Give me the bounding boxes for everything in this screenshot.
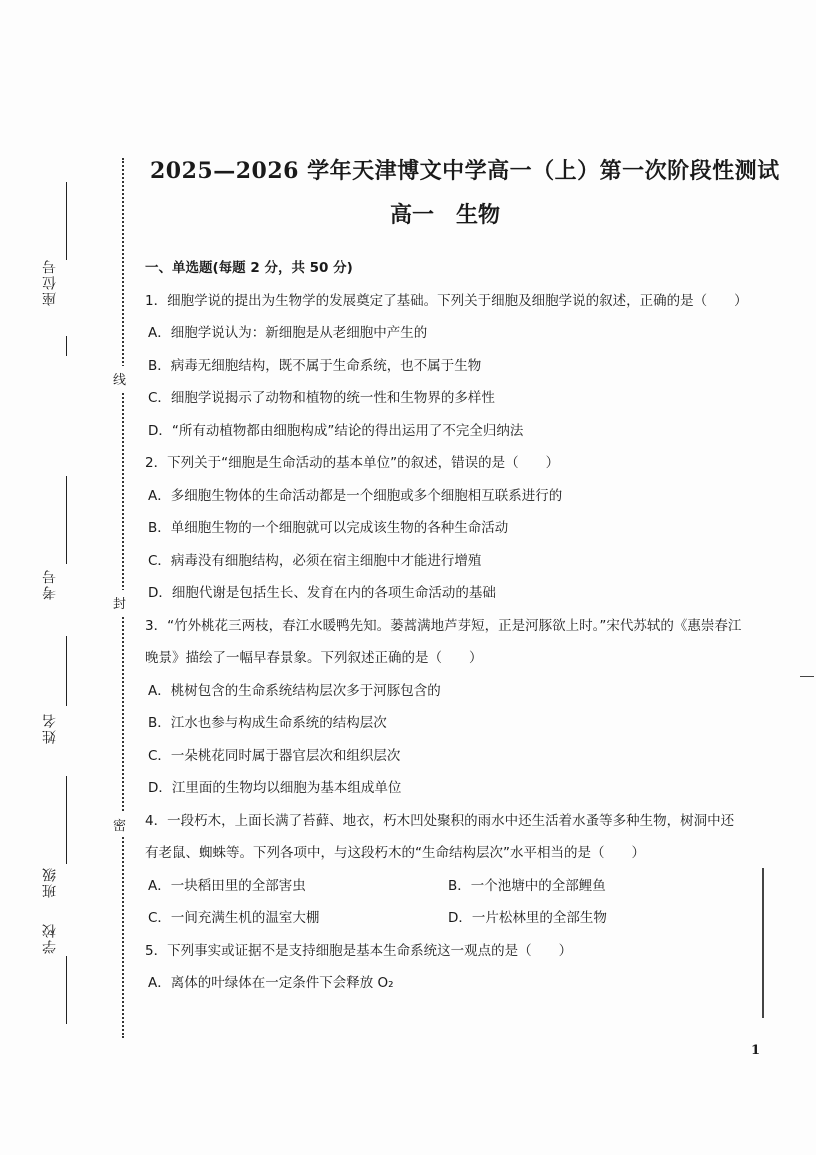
option-a: A．桃树包含的生命系统结构层次多于河豚包含的 <box>148 682 441 699</box>
exam-subtitle: 高一 生物 <box>389 202 500 228</box>
option-c: C．病毒没有细胞结构，必须在宿主细胞中才能进行增殖 <box>148 552 482 569</box>
seat-label: 座位号 <box>42 258 58 306</box>
page-number: 1 <box>750 1043 760 1058</box>
option-b: B．病毒无细胞结构，既不属于生命系统，也不属于生物 <box>148 357 482 374</box>
option-c: C．一朵桃花同时属于器官层次和组织层次 <box>148 747 401 764</box>
seat-fill-line-lower <box>66 336 67 356</box>
school-label: 学校 <box>42 922 58 954</box>
name-label: 姓名 <box>42 712 58 744</box>
option-a: A．一块稻田里的全部害虫 <box>148 877 306 894</box>
class-label: 班级 <box>42 866 58 898</box>
question-stem: 4．一段朽木，上面长满了苔藓、地衣，朽木凹处聚积的雨水中还生活着水蚤等多种生物，树洞中还有老鼠、蜘蛛等。下列各项中，与这段朽木的“生命结构层次”水平相当的是（ ） <box>145 812 735 861</box>
exam-no-label: 考号 <box>42 568 58 600</box>
option-c: C．一间充满生机的温室大棚 <box>148 910 320 926</box>
option-b: B．一个池塘中的全部鲤鱼 <box>448 877 606 894</box>
option-c: C．细胞学说揭示了动物和植物的统一性和生物界的多样性 <box>148 390 495 406</box>
question-stem: 3．“竹外桃花三两枝，春江水暖鸭先知。蒌蒿满地芦芽短，正是河豚欲上时。”宋代苏轼的《惠崇春江晚景》描绘了一幅早春景象。下列叙述正确的是（ ） <box>145 617 742 666</box>
option-a: A．离体的叶绿体在一定条件下会释放 O₂ <box>148 975 394 991</box>
question-2 <box>145 447 745 610</box>
option-b: B．单细胞生物的一个细胞就可以完成该生物的各种生命活动 <box>148 520 509 536</box>
question-stem: 5．下列事实或证据不是支持细胞是基本生命系统这一观点的是（ ） <box>145 942 573 959</box>
name-fill-line <box>66 636 67 706</box>
question-stem: 1．细胞学说的提出为生物学的发展奠定了基础。下列关于细胞及细胞学说的叙述，正确的是（ ） <box>145 292 748 309</box>
scan-edge-tick <box>800 676 814 677</box>
option-d: D．“所有动植物都由细胞构成”结论的得出运用了不完全归纳法 <box>148 422 524 439</box>
option-a: A．多细胞生物体的生命活动都是一个细胞或多个细胞相互联系进行的 <box>148 487 563 504</box>
section-heading: 一、单选题(每题 2 分，共 50 分) <box>145 260 353 276</box>
option-row <box>145 870 745 903</box>
question-1 <box>145 285 748 448</box>
question-4 <box>145 805 745 935</box>
class-fill-line <box>66 776 67 864</box>
seat-fill-line <box>66 182 67 260</box>
option-row <box>145 902 745 935</box>
scan-edge-line <box>762 868 764 1018</box>
question-5 <box>145 935 745 1000</box>
school-fill-line <box>66 956 67 1024</box>
exam-no-fill-line <box>66 476 67 564</box>
question-stem: 2．下列关于“细胞是生命活动的基本单位”的叙述，错误的是（ ） <box>145 455 560 471</box>
question-area <box>145 252 748 1000</box>
cut-mark-seal: 封 <box>113 590 126 615</box>
option-d: D．细胞代谢是包括生长、发育在内的各项生命活动的基础 <box>148 585 496 601</box>
cut-mark-line: 线 <box>113 366 126 391</box>
question-3 <box>145 610 745 805</box>
option-d: D．一片松林里的全部生物 <box>448 910 607 926</box>
exam-title: 2025—2026 学年天津博文中学高一（上）第一次阶段性测试 <box>150 158 780 184</box>
option-d: D．江里面的生物均以细胞为基本组成单位 <box>148 780 402 796</box>
cut-mark-close: 密 <box>113 812 126 837</box>
option-b: B．江水也参与构成生命系统的结构层次 <box>148 715 387 731</box>
option-a: A．细胞学说认为：新细胞是从老细胞中产生的 <box>148 325 428 341</box>
